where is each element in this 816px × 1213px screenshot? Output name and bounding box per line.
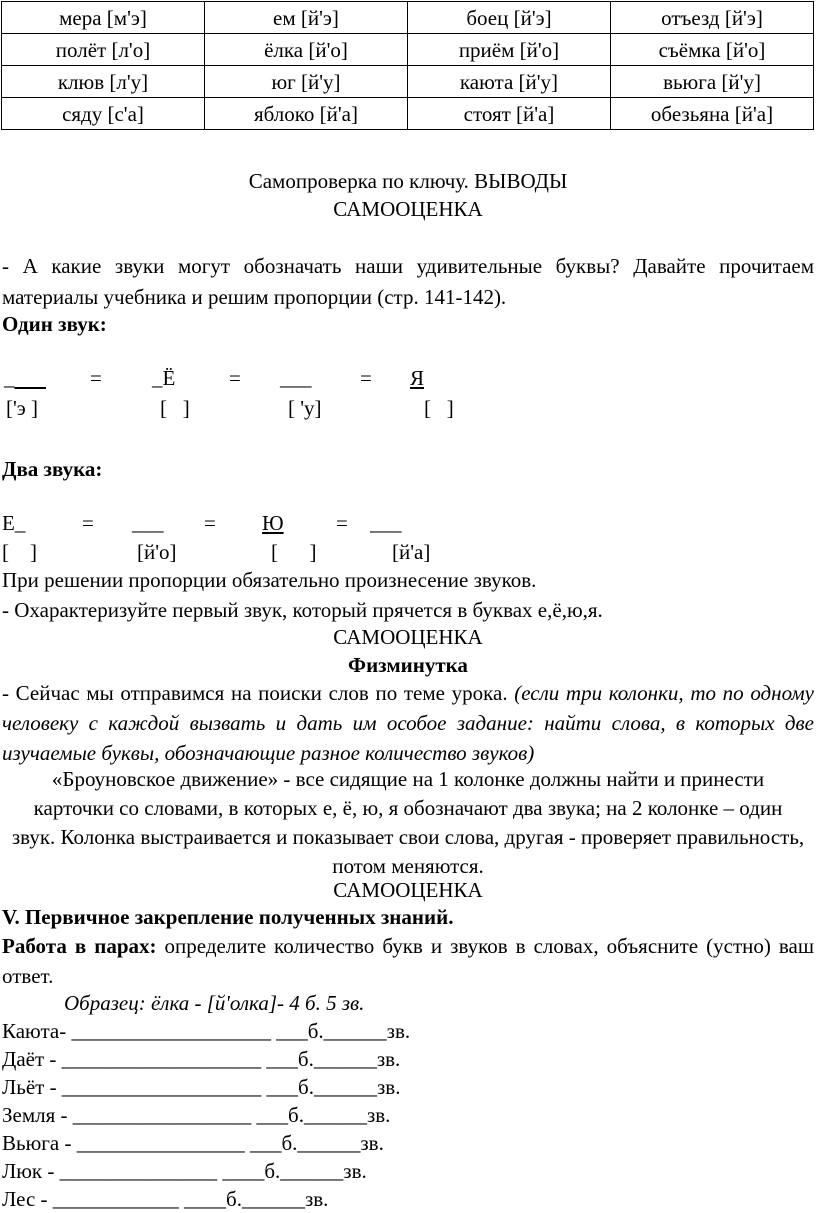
exercise-line: Каюта- ___________________ ___б.______зв.: [2, 1019, 411, 1043]
proportion-letter: Ю: [262, 511, 284, 535]
table-cell: юг [й'у]: [205, 66, 408, 98]
table-cell: отъезд [й'э]: [611, 2, 814, 34]
selfassessment-heading: САМООЦЕНКА: [333, 625, 483, 649]
table-cell: боец [й'э]: [408, 2, 611, 34]
words-table: [1, 1, 814, 130]
selfcheck-line: Самопроверка по ключу. ВЫВОДЫ: [248, 169, 568, 193]
sound-bracket: [ 'у]: [288, 396, 322, 420]
sample-line: Образец: ёлка - [й'олка]- 4 б. 5 зв.: [64, 991, 365, 1015]
table-cell: мера [м'э]: [2, 2, 205, 34]
pairs-text: определите количество букв и звуков в словах, объясните (устно) ваш ответ.: [2, 934, 815, 988]
proportion-blank: _: [4, 366, 15, 390]
proportion-blank: ___: [132, 511, 164, 535]
sound-bracket: [й'а]: [392, 540, 431, 564]
equals-sign: =: [336, 511, 348, 535]
table-row: [2, 66, 814, 98]
exercise-line: Даёт - ___________________ ___б.______зв.: [2, 1047, 401, 1071]
table-cell: ем [й'э]: [205, 2, 408, 34]
table-cell: вьюга [й'у]: [611, 66, 814, 98]
table-cell: стоят [й'а]: [408, 98, 611, 130]
table-cell: клюв [л'у]: [2, 66, 205, 98]
equals-sign: =: [360, 366, 372, 390]
exercise-line: Льёт - ___________________ ___б.______зв.: [2, 1075, 401, 1099]
sound-bracket: [ ]: [160, 396, 190, 420]
equals-sign: =: [204, 511, 216, 535]
table-row: [2, 98, 814, 130]
search-paragraph: [2, 678, 814, 768]
table-cell: съёмка [й'о]: [611, 34, 814, 66]
selfassessment-heading: САМООЦЕНКА: [333, 878, 483, 902]
table-cell: обезьяна [й'а]: [611, 98, 814, 130]
proportion-letter: Е_: [2, 511, 26, 535]
brownian-paragraph: «Броуновское движение» - все сидящие на 1 колонке должны найти и принести карточки со словами, в которых е, ё, ю, я обозначают два звука; на 2 колонке – один звук. Колонка выстраивается и показывает свои слова, другая - проверяет правильность, потом меняются.: [11, 767, 805, 878]
table-cell: приём [й'о]: [408, 34, 611, 66]
note-characterize: - Охарактеризуйте первый звук, который прячется в буквах е,ё,ю,я.: [2, 598, 603, 622]
table-cell: сяду [с'а]: [2, 98, 205, 130]
pairs-label: Работа в парах:: [2, 934, 157, 958]
sound-bracket: [ ]: [271, 540, 317, 564]
proportion-letter: _Ё: [152, 366, 176, 390]
search-text: - Сейчас мы отправимся на поиски слов по теме урока.: [2, 681, 508, 705]
sound-bracket: [й'о]: [137, 540, 177, 564]
question-paragraph: - А какие звуки могут обозначать наши удивительные буквы? Давайте прочитаем материалы учебника и решим пропорции (стр. 141-142).: [2, 254, 814, 309]
selfassessment-heading: САМООЦЕНКА: [333, 197, 483, 221]
exercise-line: Вьюга - ________________ ___б.______зв.: [2, 1131, 384, 1155]
exercise-line: Лес - ____________ ____б.______зв.: [2, 1187, 329, 1211]
section-heading: V. Первичное закрепление полученных знаний.: [2, 905, 454, 929]
proportion-blank: ___: [280, 366, 312, 390]
equals-sign: =: [90, 366, 102, 390]
fizminutka-heading: Физминутка: [348, 653, 468, 677]
proportion-letter: Я: [410, 366, 425, 390]
table-row: [2, 2, 814, 34]
proportion-blank: ___: [370, 511, 402, 535]
note-pronunciation: При решении пропорции обязательно произнесение звуков.: [2, 568, 537, 592]
table-cell: каюта [й'у]: [408, 66, 611, 98]
sound-bracket: [ ]: [2, 540, 37, 564]
exercise-line: Люк - _______________ ____б.______зв.: [2, 1159, 367, 1183]
search-note: (если три колонки, то по одному человеку с каждой вызвать и дать им особое задание: найти слова, в которых две изучаемые буквы, обозначающие разное количество звуков): [2, 681, 815, 765]
exercise-line: Земля - _________________ ___б.______зв.: [2, 1103, 391, 1127]
table-cell: ёлка [й'о]: [205, 34, 408, 66]
one-sound-heading: Один звук:: [2, 312, 107, 336]
equals-sign: =: [229, 366, 241, 390]
table-cell: полёт [л'о]: [2, 34, 205, 66]
table-row: [2, 34, 814, 66]
sound-bracket: [ ]: [424, 396, 454, 420]
pairs-paragraph: [2, 931, 814, 991]
equals-sign: =: [82, 511, 94, 535]
table-cell: яблоко [й'а]: [205, 98, 408, 130]
two-sound-heading: Два звука:: [2, 457, 103, 481]
sound-bracket: ['э ]: [6, 396, 39, 420]
